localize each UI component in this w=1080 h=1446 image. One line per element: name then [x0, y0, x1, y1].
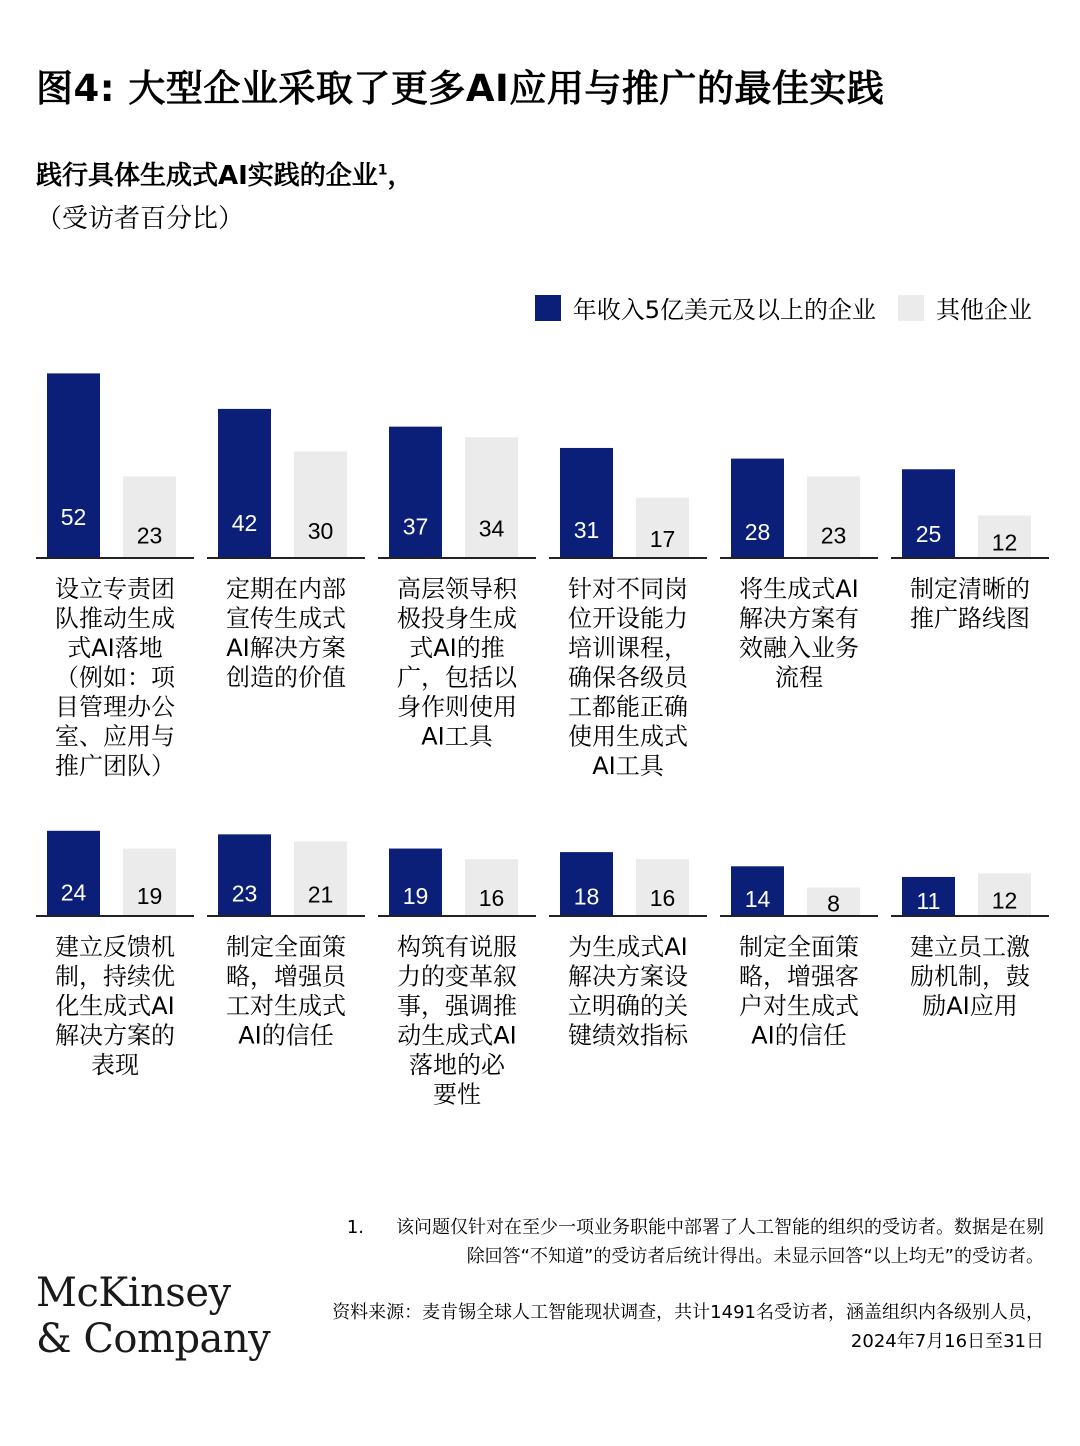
bar-value-label: 28	[744, 519, 771, 546]
category-label: 制定全面策	[226, 933, 346, 961]
category-label: 建立员工激	[910, 933, 1030, 961]
legend-label-large: 年收入5亿美元及以上的企业	[572, 296, 876, 324]
logo-line-2: & Company	[36, 1316, 271, 1362]
bar-value-label: 11	[916, 887, 941, 914]
category-label: 为生成式AI	[568, 933, 688, 961]
category-label: 制定清晰的	[910, 575, 1030, 603]
category-label: 使用生成式	[568, 722, 688, 751]
category-label: 将生成式AI	[739, 575, 859, 603]
bar-value-label: 23	[820, 522, 847, 549]
footnote	[324, 1213, 1044, 1271]
category-label: 确保各级员	[568, 663, 688, 692]
category-label: 推广团队）	[55, 752, 175, 780]
footnote-number: 1.	[346, 1217, 364, 1238]
category-label: 化生成式AI	[55, 992, 175, 1020]
category-label: 要性	[433, 1080, 481, 1109]
category-label: 定期在内部	[226, 575, 346, 603]
category-label: 励AI应用	[922, 992, 1018, 1020]
source-note: 资料来源：麦肯锡全球人工智能现状调查，共计1491名受访者，涵盖组织内各级别人员，2024年7月16日至31日	[332, 1302, 1044, 1352]
mckinsey-logo	[36, 1270, 270, 1362]
bar-value-label: 12	[991, 529, 1018, 556]
category-label: （例如：项	[55, 663, 175, 692]
footnote-ref: 1	[377, 162, 388, 179]
category-label: 高层领导积	[397, 575, 517, 603]
bar-value-label: 19	[136, 882, 163, 909]
category-label: 落地的必	[409, 1051, 505, 1079]
category-label: 构筑有说服	[397, 933, 517, 961]
bar-value-label: 31	[573, 517, 600, 544]
category-label: 略，增强员	[226, 962, 346, 991]
category-label: 励机制，鼓	[910, 962, 1030, 991]
subtitle-text: 践行具体生成式AI实践的企业	[36, 161, 378, 191]
category-label: 式AI落地	[67, 634, 163, 662]
category-label: AI工具	[421, 722, 493, 751]
category-label: 解决方案有	[739, 604, 859, 633]
category-label: AI工具	[592, 752, 664, 780]
bar-large-enterprise	[47, 373, 100, 558]
bar-value-label: 42	[231, 510, 258, 537]
category-label: AI的信任	[751, 1021, 847, 1050]
category-label: 工都能正确	[568, 693, 688, 721]
legend-label-other: 其他企业	[936, 296, 1032, 324]
bar-value-label: 14	[744, 886, 771, 913]
category-label: 效融入业务	[739, 634, 859, 662]
category-label: 解决方案的	[55, 1021, 175, 1050]
bar-value-label: 37	[402, 513, 429, 540]
chart-unit: （受访者百分比）	[36, 204, 245, 234]
bar-value-label: 19	[402, 882, 429, 909]
category-label: 室、应用与	[55, 722, 175, 751]
logo-line-1: McKinsey	[36, 1270, 231, 1316]
chart-title: 图4: 大型企业采取了更多AI应用与推广的最佳实践	[36, 67, 885, 110]
bar-value-label: 18	[573, 883, 600, 910]
category-label: 式AI的推	[409, 634, 505, 662]
footnote-text: 该问题仅针对在至少一项业务职能中部署了人工智能的组织的受访者。数据是在剔除回答“不知道”的受访者后统计得出。未显示回答“以上均无”的受访者。	[396, 1217, 1044, 1267]
bar-value-label: 52	[60, 503, 87, 530]
bar-value-label: 16	[478, 884, 505, 911]
category-label: 目管理办公	[55, 693, 175, 721]
category-label: 建立反馈机	[55, 933, 175, 961]
category-label: 略，增强客	[739, 962, 859, 991]
category-label: 身作则使用	[397, 693, 517, 721]
bar-value-label: 24	[60, 879, 87, 906]
category-label: 位开设能力	[568, 604, 688, 633]
category-label: 键绩效指标	[568, 1021, 688, 1050]
bar-value-label: 30	[307, 517, 334, 544]
category-label: 立明确的关	[568, 992, 688, 1020]
category-label: 工对生成式	[226, 992, 346, 1020]
category-label: 设立专责团	[55, 575, 175, 603]
category-label: 表现	[91, 1051, 139, 1079]
category-label: 动生成式AI	[397, 1021, 517, 1050]
bar-value-label: 34	[478, 515, 505, 542]
category-label: 事，强调推	[397, 992, 517, 1020]
category-label: 力的变革叙	[397, 962, 517, 991]
category-label: AI解决方案	[226, 634, 346, 662]
category-label: 制定全面策	[739, 933, 859, 961]
bar-value-label: 16	[649, 884, 676, 911]
subtitle-tail: ，	[387, 161, 414, 191]
bar-value-label: 25	[915, 521, 942, 548]
category-label: 队推动生成	[55, 604, 175, 633]
category-label: AI的信任	[238, 1021, 334, 1050]
category-label: 推广路线图	[910, 604, 1030, 633]
bar-value-label: 23	[231, 880, 258, 907]
category-label: 培训课程，	[568, 634, 688, 662]
category-label: 创造的价值	[226, 663, 346, 692]
bar-value-label: 12	[991, 887, 1018, 914]
category-label: 针对不同岗	[568, 575, 688, 603]
category-label: 制，持续优	[55, 962, 175, 991]
category-label: 户对生成式	[739, 992, 859, 1020]
category-label: 宣传生成式	[226, 604, 346, 633]
bar-value-label: 23	[136, 522, 163, 549]
category-label: 流程	[775, 663, 823, 692]
category-label: 广，包括以	[397, 663, 517, 692]
category-label: 解决方案设	[568, 962, 688, 991]
bar-value-label: 17	[649, 526, 676, 553]
category-label: 极投身生成	[397, 604, 517, 633]
bar-value-label: 21	[307, 881, 334, 908]
bar-value-label: 8	[827, 890, 840, 917]
